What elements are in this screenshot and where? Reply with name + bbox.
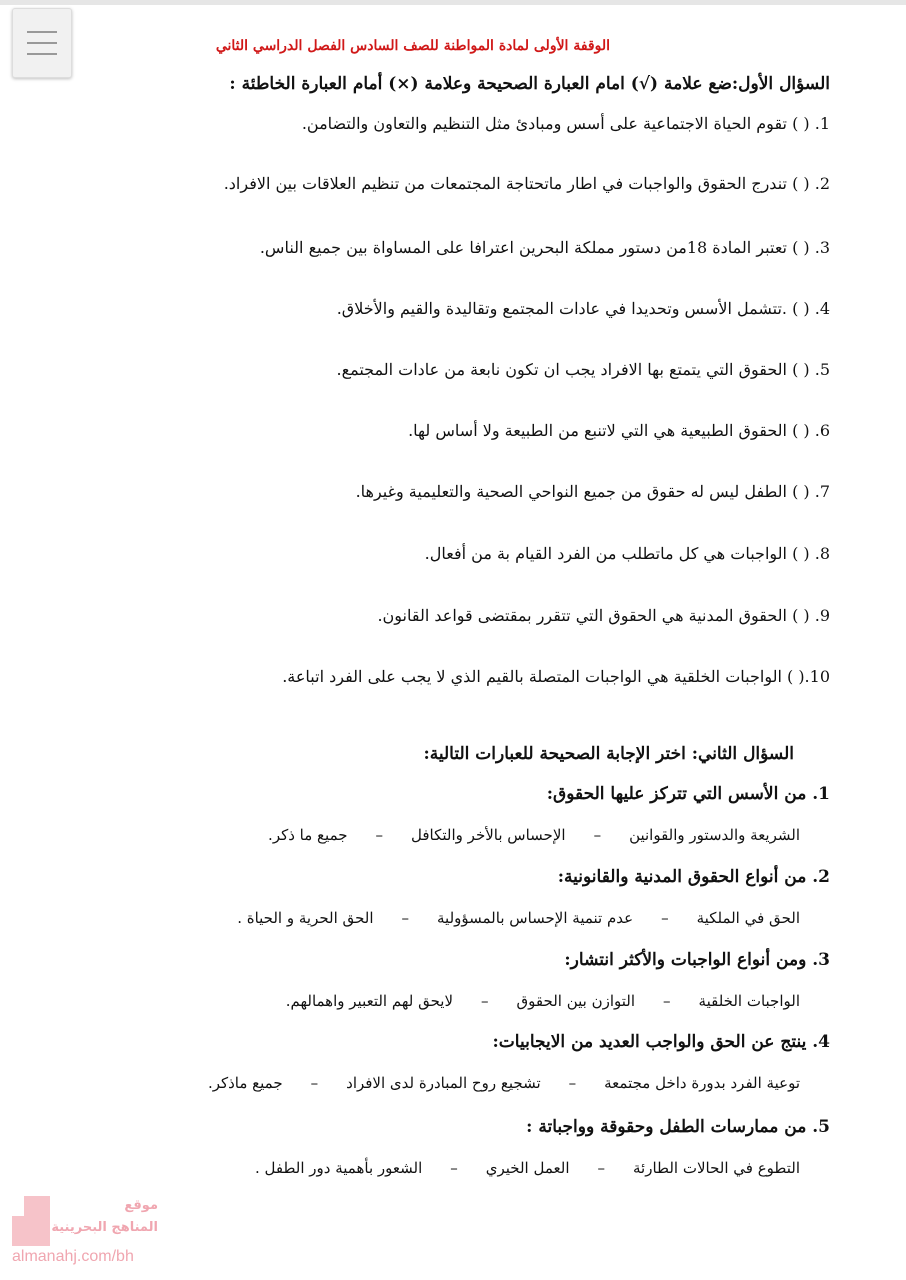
statement-item: 9. ( ) الحقوق المدنية هي الحقوق التي تتقرر بمقتضى قواعد القانون.: [377, 606, 830, 625]
statement-item: 6. ( ) الحقوق الطبيعية هي التي لاتنبع من الطبيعة ولا أساس لها.: [408, 421, 830, 440]
watermark-line2: المناهج البحرينية: [51, 1220, 158, 1235]
mcq-option: –: [401, 909, 409, 927]
mcq-option: –: [597, 1159, 605, 1177]
statement-item: 1. ( ) تقوم الحياة الاجتماعية على أسس ومبادئ مثل التنظيم والتعاون والتضامن.: [301, 114, 830, 133]
watermark-logo: [12, 1196, 162, 1266]
mcq-option: –: [450, 1159, 458, 1177]
mcq-option: الشريعة والدستور والقوانين: [629, 826, 800, 844]
hamburger-icon: [27, 31, 57, 33]
mcq-options: [258, 992, 800, 1010]
mcq-question: 4. ينتج عن الحق والواجب العديد من الايجابيات:: [492, 1032, 830, 1052]
mcq-option: جميع ما ذكر.: [268, 826, 348, 844]
mcq-options: [209, 909, 800, 927]
mcq-option: توعية الفرد بدورة داخل مجتمعة: [604, 1074, 800, 1092]
mcq-question: 3. ومن أنواع الواجبات والأكثر انتشار:: [564, 950, 830, 970]
hamburger-icon-line: [27, 42, 57, 44]
statement-item: 5. ( ) الحقوق التي يتمتع بها الافراد يجب ان تكون نابعة من عادات المجتمع.: [336, 360, 830, 379]
question-2-title: السؤال الثاني: اختر الإجابة الصحيحة للعبارات التالية:: [423, 744, 794, 764]
mcq-options: [227, 1159, 800, 1177]
mcq-question: 5. من ممارسات الطفل وحقوقة وواجباتة :: [526, 1117, 830, 1137]
mcq-options: [240, 826, 800, 844]
statement-item: 10.( ) الواجبات الخلقية هي الواجبات المتصلة بالقيم الذي لا يجب على الفرد اتباعة.: [282, 667, 830, 686]
mcq-option: –: [593, 826, 602, 844]
mcq-option: –: [481, 992, 489, 1010]
mcq-option: –: [663, 992, 671, 1010]
mcq-option: التطوع في الحالات الطارئة: [633, 1159, 800, 1177]
mcq-question: 1. من الأسس التي تتركز عليها الحقوق:: [546, 784, 830, 804]
question-1-title: السؤال الأول:ضع علامة (√) امام العبارة الصحيحة وعلامة (×) أمام العبارة الخاطئة :: [229, 74, 830, 94]
statement-item: 4. ( ) .تتشمل الأسس وتحديدا في عادات المجتمع وتقاليدة والقيم والأخلاق.: [336, 299, 830, 318]
statement-item: 8. ( ) الواجبات هي كل ماتطلب من الفرد القيام بة من أفعال.: [424, 544, 830, 563]
statement-item: 2. ( ) تندرج الحقوق والواجبات في اطار ماتحتاجة المجتمعات من تنظيم العلاقات بين الافراد.: [223, 174, 830, 193]
mcq-option: العمل الخيري: [485, 1159, 570, 1177]
mcq-option: عدم تنمية الإحساس بالمسؤولية: [437, 909, 634, 927]
top-bar: [0, 0, 906, 5]
mcq-option: الإحساس بالأخر والتكافل: [411, 826, 566, 844]
mcq-option: –: [310, 1074, 319, 1092]
statement-item: 7. ( ) الطفل ليس له حقوق من جميع النواحي الصحية والتعليمية وغيرها.: [355, 482, 830, 501]
watermark-line1: موقع: [124, 1198, 158, 1213]
document-header: الوقفة الأولى لمادة المواطنة للصف السادس الفصل الدراسي الثاني: [215, 38, 610, 54]
mcq-option: الواجبات الخلقية: [698, 992, 800, 1010]
mcq-option: –: [375, 826, 384, 844]
mcq-question: 2. من أنواع الحقوق المدنية والقانونية:: [557, 867, 830, 887]
hamburger-icon-line: [27, 53, 57, 55]
mcq-option: لايحق لهم التعبير واهمالهم.: [285, 992, 454, 1010]
mcq-option: الشعور بأهمية دور الطفل .: [255, 1159, 423, 1177]
menu-button[interactable]: [12, 8, 72, 78]
mcq-option: التوازن بين الحقوق: [516, 992, 636, 1010]
mcq-option: جميع ماذكر.: [207, 1074, 283, 1092]
mcq-option: –: [661, 909, 669, 927]
mcq-option: تشجيع روح المبادرة لدى الافراد: [346, 1074, 541, 1092]
statement-item: 3. ( ) تعتبر المادة 18من دستور مملكة البحرين اعترافا على المساواة بين جميع الناس.: [259, 238, 830, 257]
watermark-url: almanahj.com/bh: [12, 1248, 134, 1265]
mcq-option: الحق في الملكية: [696, 909, 800, 927]
mcq-option: –: [568, 1074, 577, 1092]
mcq-options: [180, 1074, 800, 1092]
mcq-option: الحق الحرية و الحياة .: [237, 909, 374, 927]
